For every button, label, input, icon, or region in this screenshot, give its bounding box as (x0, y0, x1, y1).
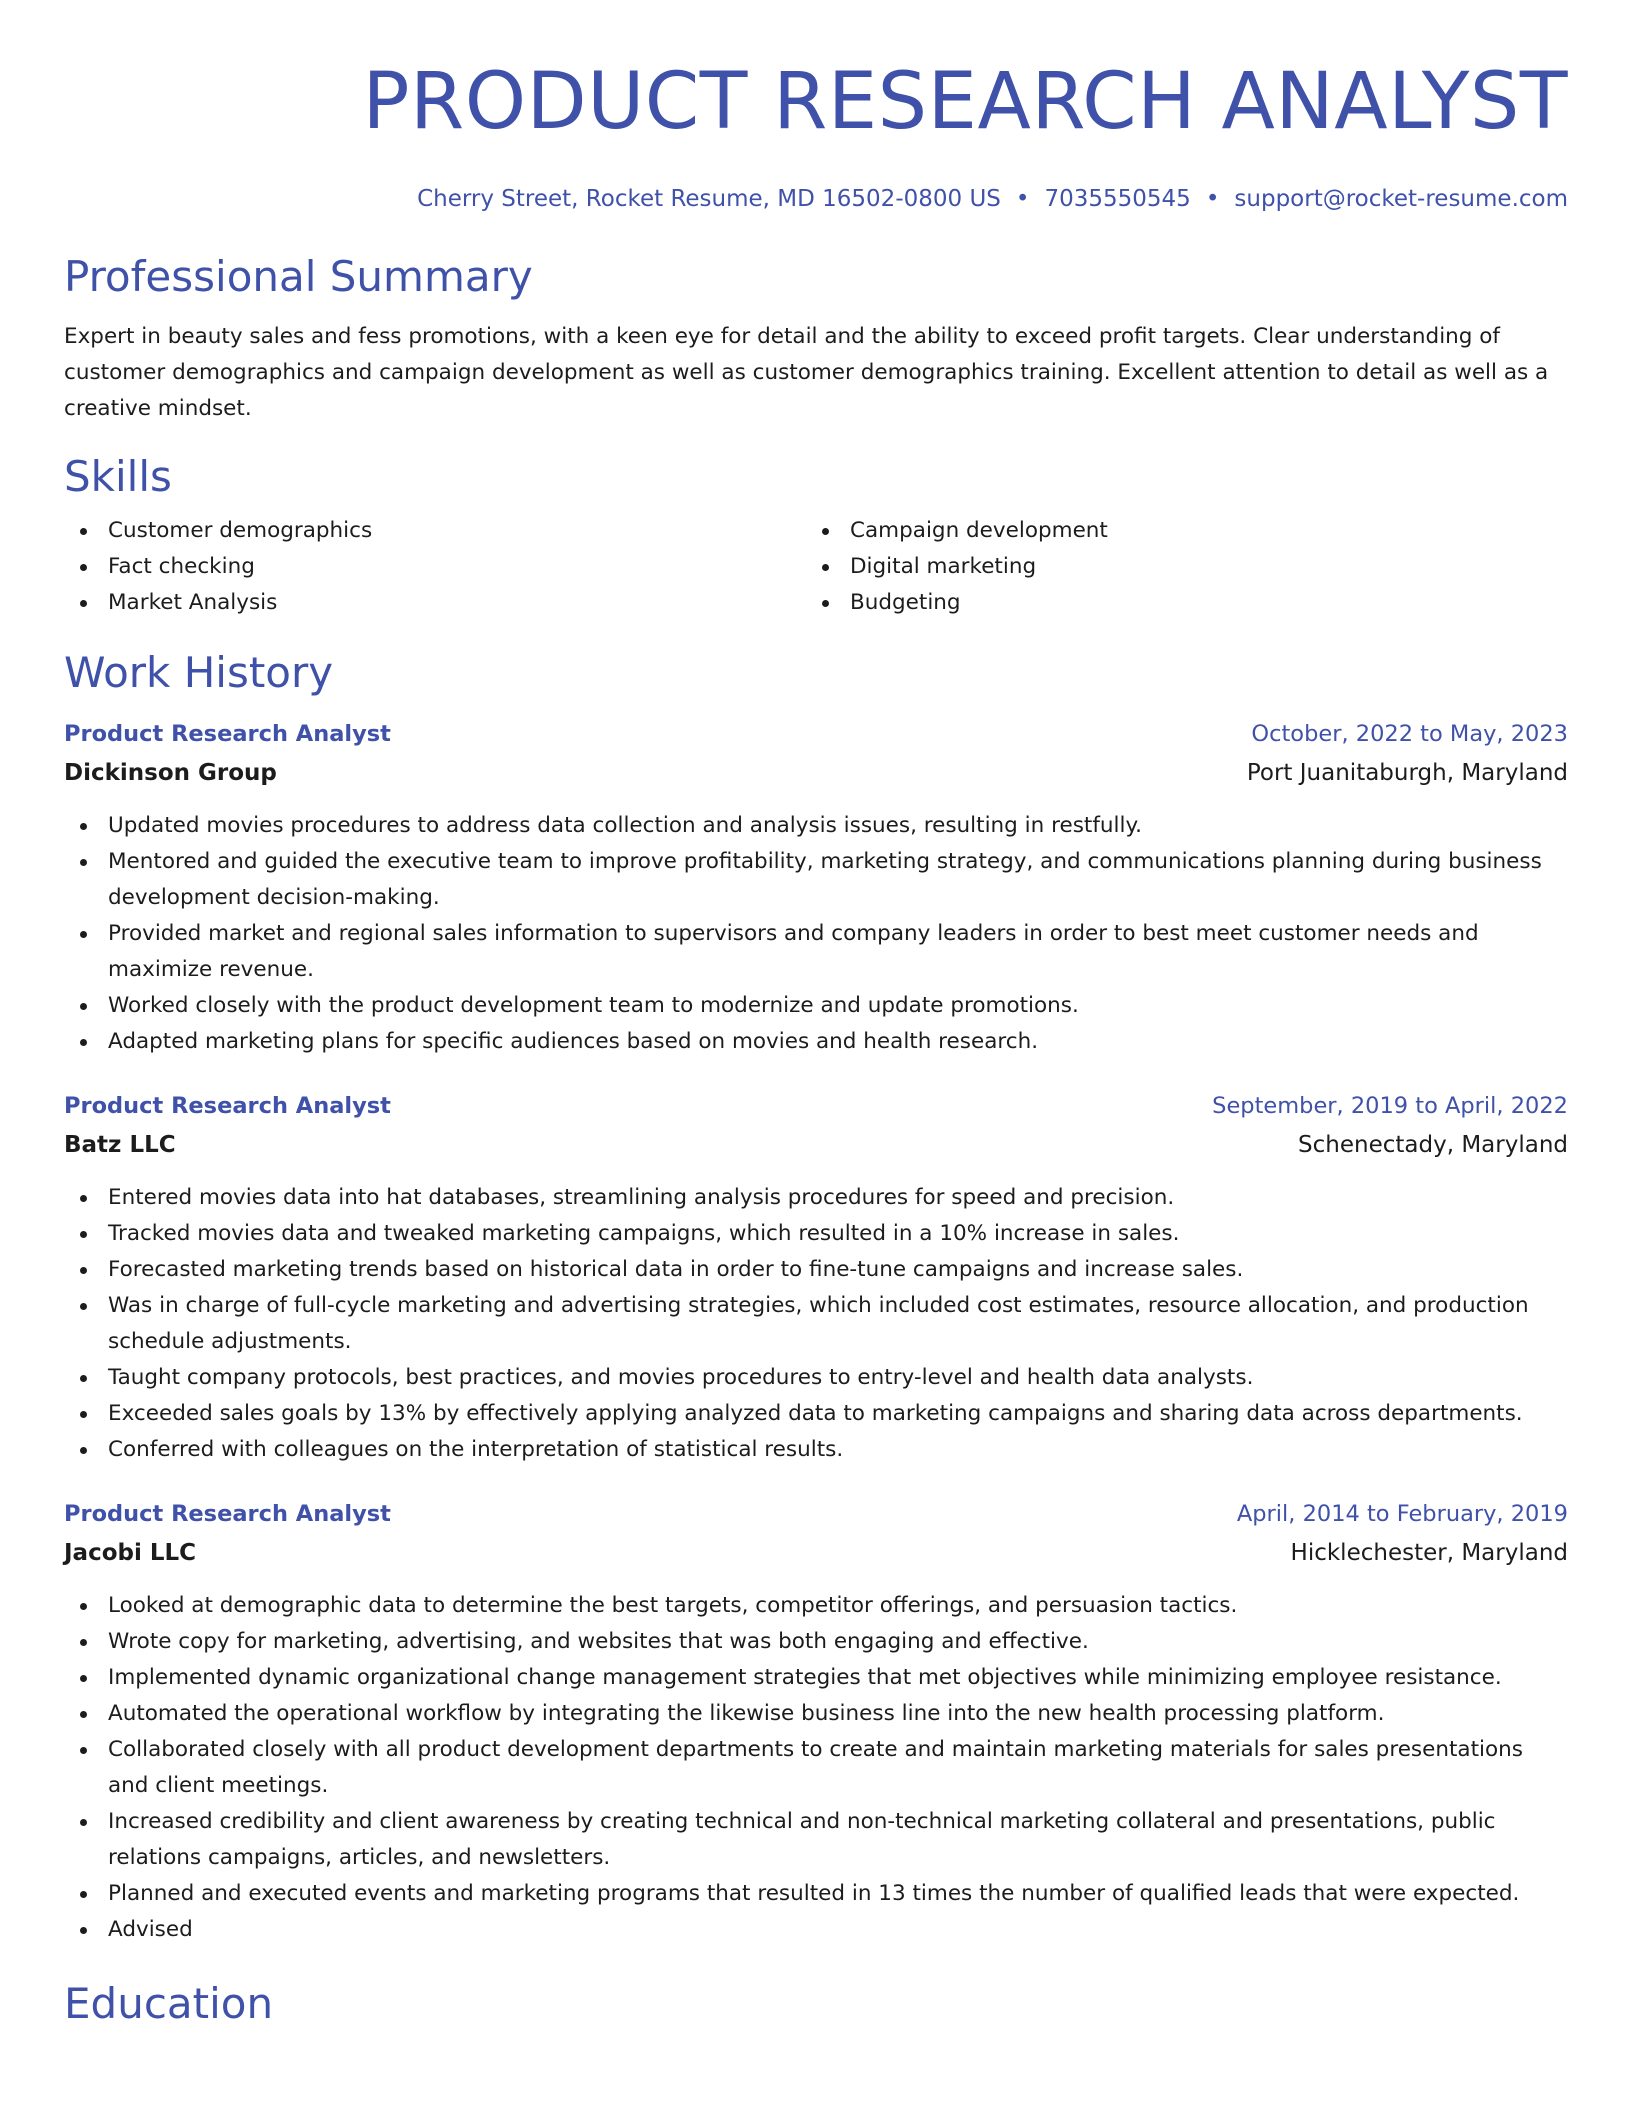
job-dates: September, 2019 to April, 2022 (1212, 1093, 1568, 1119)
skills-list (64, 513, 1568, 621)
contact-line (64, 184, 1568, 214)
job-company: Batz LLC (64, 1132, 176, 1158)
job-bullet: Conferred with colleagues on the interpretation of statistical results. (64, 1432, 1568, 1468)
job-location: Port Juanitaburgh, Maryland (1246, 760, 1568, 786)
section-title-education: Education (64, 1979, 274, 2028)
job-role: Product Research Analyst (64, 721, 391, 747)
job-entry (64, 1091, 1568, 1468)
job-bullet: Taught company protocols, best practices, and movies procedures to entry-level and health data analysts. (64, 1360, 1568, 1396)
job-subheader (64, 1538, 1568, 1568)
job-bullet: Was in charge of full-cycle marketing and advertising strategies, which included cost estimates, resource allocation, and production schedule adjustments. (64, 1288, 1568, 1360)
job-entry (64, 1499, 1568, 1948)
skills-column-right (806, 513, 1108, 621)
job-bullet: Entered movies data into hat databases, streamlining analysis procedures for speed and precision. (64, 1180, 1568, 1216)
contact-separator: • (1205, 186, 1220, 212)
job-bullets (64, 1180, 1568, 1468)
job-bullet: Planned and executed events and marketing programs that resulted in 13 times the number of qualified leads that were expected. (64, 1876, 1568, 1912)
contact-phone[interactable]: 7035550545 (1044, 186, 1191, 212)
job-bullet: Implemented dynamic organizational change management strategies that met objectives while minimizing employee resistance. (64, 1660, 1568, 1696)
job-entry (64, 719, 1568, 1060)
contact-address: Cherry Street, Rocket Resume, MD 16502-0800 US (417, 186, 1001, 212)
job-header (64, 1091, 1568, 1121)
skill-item: Digital marketing (806, 549, 1108, 585)
job-bullet: Advised (64, 1912, 1568, 1948)
job-bullet: Wrote copy for marketing, advertising, and websites that was both engaging and effective. (64, 1624, 1568, 1660)
job-role: Product Research Analyst (64, 1093, 391, 1119)
job-subheader (64, 758, 1568, 788)
job-bullet: Increased credibility and client awareness by creating technical and non-technical marketing collateral and presentations, public relations campaigns, articles, and newsletters. (64, 1804, 1568, 1876)
job-location: Schenectady, Maryland (1298, 1132, 1568, 1158)
skill-item: Market Analysis (64, 585, 806, 621)
job-bullet: Looked at demographic data to determine the best targets, competitor offerings, and persuasion tactics. (64, 1588, 1568, 1624)
contact-email[interactable]: support@rocket-resume.com (1234, 186, 1568, 212)
job-bullets (64, 808, 1568, 1060)
skill-item: Fact checking (64, 549, 806, 585)
contact-separator: • (1015, 186, 1030, 212)
job-bullet: Collaborated closely with all product development departments to create and maintain marketing materials for sales presentations and client meetings. (64, 1732, 1568, 1804)
job-bullet: Exceeded sales goals by 13% by effectively applying analyzed data to marketing campaigns and sharing data across departments. (64, 1396, 1568, 1432)
job-dates: October, 2022 to May, 2023 (1251, 721, 1568, 747)
summary-text: Expert in beauty sales and fess promotions, with a keen eye for detail and the ability to exceed profit targets. Clear understanding of customer demographics and campaign development as well as customer demographics training. Excellent attention to detail as well as a creative mindset. (64, 324, 1549, 421)
job-bullet: Adapted marketing plans for specific audiences based on movies and health research. (64, 1024, 1568, 1060)
job-subheader (64, 1130, 1568, 1160)
job-bullet: Updated movies procedures to address data collection and analysis issues, resulting in restfully. (64, 808, 1568, 844)
candidate-title: PRODUCT RESEARCH ANALYST (362, 57, 1568, 147)
job-header (64, 719, 1568, 749)
job-bullet: Provided market and regional sales information to supervisors and company leaders in order to best meet customer needs and maximize revenue. (64, 916, 1568, 988)
job-bullet: Automated the operational workflow by integrating the likewise business line into the new health processing platform. (64, 1696, 1568, 1732)
section-title-summary: Professional Summary (64, 252, 533, 301)
job-bullets (64, 1588, 1568, 1948)
job-company: Jacobi LLC (64, 1540, 197, 1566)
section-title-skills: Skills (64, 452, 172, 501)
job-dates: April, 2014 to February, 2019 (1236, 1501, 1568, 1527)
job-company: Dickinson Group (64, 760, 277, 786)
skills-column-left (64, 513, 806, 621)
job-bullet: Worked closely with the product development team to modernize and update promotions. (64, 988, 1568, 1024)
section-title-work-history: Work History (64, 648, 334, 697)
job-bullet: Tracked movies data and tweaked marketing campaigns, which resulted in a 10% increase in sales. (64, 1216, 1568, 1252)
job-bullet: Forecasted marketing trends based on historical data in order to fine-tune campaigns and increase sales. (64, 1252, 1568, 1288)
skill-item: Campaign development (806, 513, 1108, 549)
job-role: Product Research Analyst (64, 1501, 391, 1527)
job-bullet: Mentored and guided the executive team to improve profitability, marketing strategy, and communications planning during business development decision-making. (64, 844, 1568, 916)
skill-item: Customer demographics (64, 513, 806, 549)
job-location: Hicklechester, Maryland (1290, 1540, 1568, 1566)
job-header (64, 1499, 1568, 1529)
skill-item: Budgeting (806, 585, 1108, 621)
